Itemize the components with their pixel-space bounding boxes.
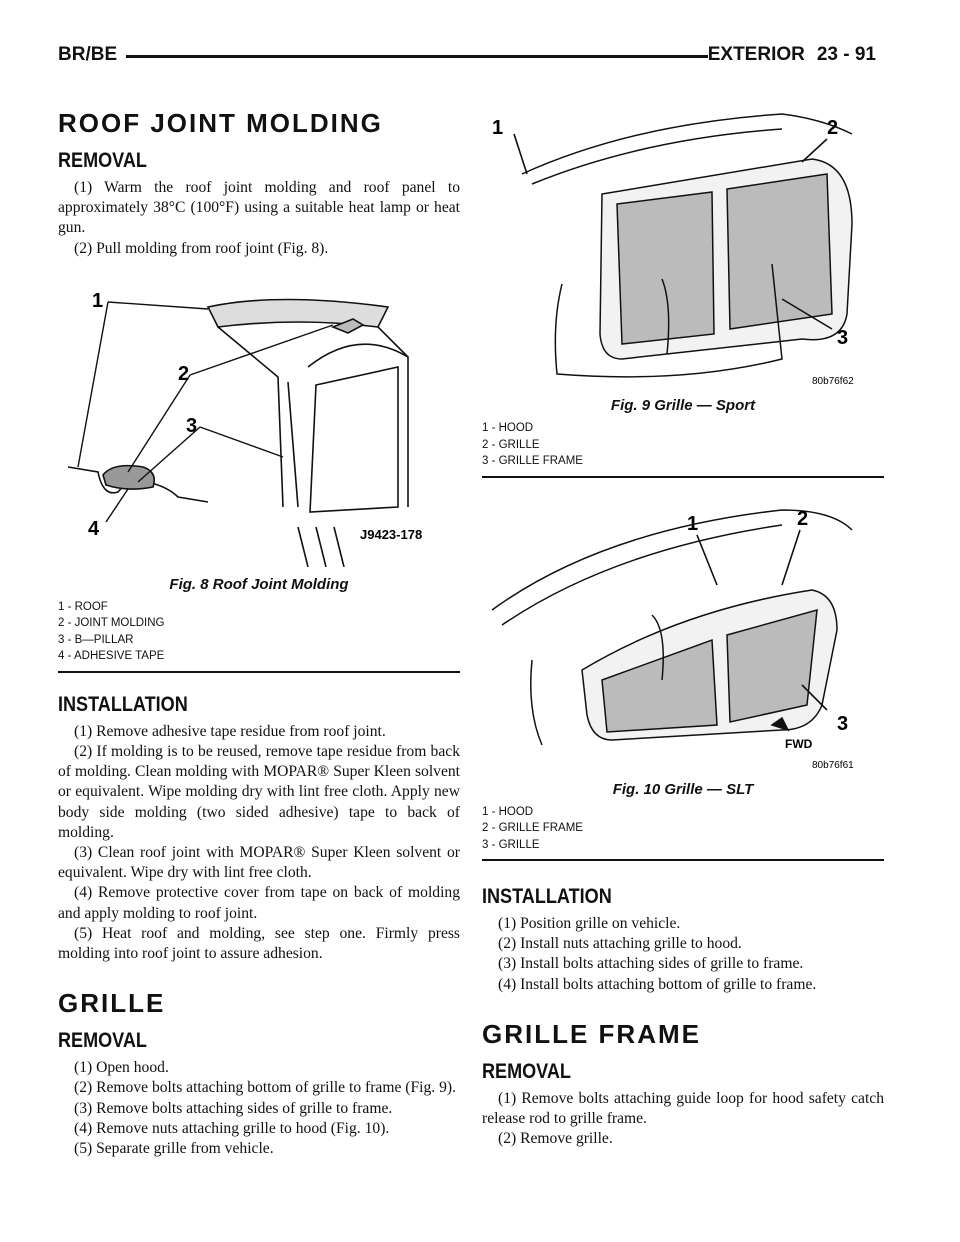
roof-install-step: (2) If molding is to be reused, remove tape residue from back of molding. Clean molding with MOPAR® Super Kleen solvent or equivalent. Wipe molding dry with lint free cloth. Apply new body side molding (two sided adhesive) tape to back of molding. xyxy=(58,743,460,841)
section-name: EXTERIOR xyxy=(707,44,805,65)
figure-8-legend xyxy=(58,599,460,673)
grille-install-step: (4) Install bolts attaching bottom of grille to frame. xyxy=(498,975,817,993)
legend-item: 1 - ROOF xyxy=(58,600,108,613)
model-code: BR/BE xyxy=(58,44,118,65)
figure-9 xyxy=(482,104,884,478)
grille-removal-heading: REMOVAL xyxy=(58,1029,147,1053)
grille-slt-illustration xyxy=(482,490,874,770)
grille-installation-heading: INSTALLATION xyxy=(482,885,612,908)
legend-item: 3 - GRILLE xyxy=(482,838,540,851)
figure-10 xyxy=(482,490,884,862)
grille-removal-step: (1) Open hood. xyxy=(74,1059,169,1077)
roof-install-step: (5) Heat roof and molding, see step one. Firmly press molding into roof joint to assure adhesion. xyxy=(58,924,460,963)
grille-install-step: (3) Install bolts attaching sides of grille to frame. xyxy=(498,955,804,973)
roof-title: ROOF JOINT MOLDING xyxy=(58,108,383,138)
roof-installation-heading: INSTALLATION xyxy=(58,692,188,716)
callout-3: 3 xyxy=(837,712,849,735)
grille-removal-step: (4) Remove nuts attaching grille to hood (Fig. 10). xyxy=(74,1119,390,1137)
grille-frame-title: GRILLE FRAME xyxy=(482,1018,701,1049)
header-rule xyxy=(126,55,708,58)
figure-code: 80b76f61 xyxy=(812,759,854,770)
grille-sport-illustration xyxy=(482,104,874,394)
legend-item: 1 - HOOD xyxy=(482,422,534,434)
frame-removal-step: (2) Remove grille. xyxy=(498,1130,613,1148)
grille-frame-removal-heading: REMOVAL xyxy=(482,1059,571,1083)
page-number: 23 - 91 xyxy=(816,44,876,65)
callout-3: 3 xyxy=(837,327,849,349)
right-column xyxy=(482,104,884,1149)
figure-9-legend xyxy=(482,420,884,478)
grille-removal-step: (3) Remove bolts attaching sides of grille to frame. xyxy=(74,1099,393,1117)
figure-8-caption: Fig. 8 Roof Joint Molding xyxy=(169,575,349,593)
legend-item: 2 - GRILLE xyxy=(482,438,540,451)
grille-install-step: (1) Position grille on vehicle. xyxy=(498,915,681,932)
roof-removal-step: (1) Warm the roof joint molding and roof panel to approximately 38°C (100°F) using a suitable heat lamp or heat gun. xyxy=(58,179,460,237)
figure-8 xyxy=(58,267,460,673)
callout-1: 1 xyxy=(92,289,104,312)
legend-item: 3 - B—PILLAR xyxy=(58,633,134,646)
figure-code: J9423-178 xyxy=(360,526,423,542)
roof-install-step: (1) Remove adhesive tape residue from roof joint. xyxy=(74,722,386,740)
roof-install-step: (3) Clean roof joint with MOPAR® Super Kleen solvent or equivalent. Wipe dry with lint free cloth. xyxy=(58,844,460,882)
callout-2: 2 xyxy=(827,117,839,139)
callout-2: 2 xyxy=(797,507,809,530)
legend-item: 1 - HOOD xyxy=(482,805,534,818)
legend-item: 3 - GRILLE FRAME xyxy=(482,455,583,467)
left-column xyxy=(58,108,460,1159)
roof-removal-heading: REMOVAL xyxy=(58,149,147,172)
roof-removal-step: (2) Pull molding from roof joint (Fig. 8). xyxy=(74,239,329,257)
callout-1: 1 xyxy=(687,512,699,535)
callout-4: 4 xyxy=(88,517,100,540)
frame-removal-step: (1) Remove bolts attaching guide loop for hood safety catch release rod to grille frame. xyxy=(482,1089,884,1128)
roof-install-step: (4) Remove protective cover from tape on back of molding and apply molding to roof joint. xyxy=(58,884,460,922)
figure-10-caption: Fig. 10 Grille — SLT xyxy=(612,780,754,798)
legend-item: 4 - ADHESIVE TAPE xyxy=(58,650,165,663)
roof-joint-illustration xyxy=(58,267,460,567)
fwd-label: FWD xyxy=(785,736,813,751)
grille-install-step: (2) Install nuts attaching grille to hood. xyxy=(498,935,742,953)
figure-10-legend xyxy=(482,804,884,862)
grille-title: GRILLE xyxy=(58,988,166,1019)
legend-item: 2 - GRILLE FRAME xyxy=(482,822,583,834)
legend-item: 2 - JOINT MOLDING xyxy=(58,617,165,630)
grille-removal-step: (2) Remove bolts attaching bottom of grille to frame (Fig. 9). xyxy=(74,1079,456,1097)
callout-3: 3 xyxy=(186,414,198,437)
callout-1: 1 xyxy=(492,117,504,139)
figure-9-caption: Fig. 9 Grille — Sport xyxy=(610,397,756,414)
grille-removal-step: (5) Separate grille from vehicle. xyxy=(74,1140,274,1158)
callout-2: 2 xyxy=(178,362,190,385)
figure-code: 80b76f62 xyxy=(812,376,854,387)
page-header xyxy=(58,44,876,68)
